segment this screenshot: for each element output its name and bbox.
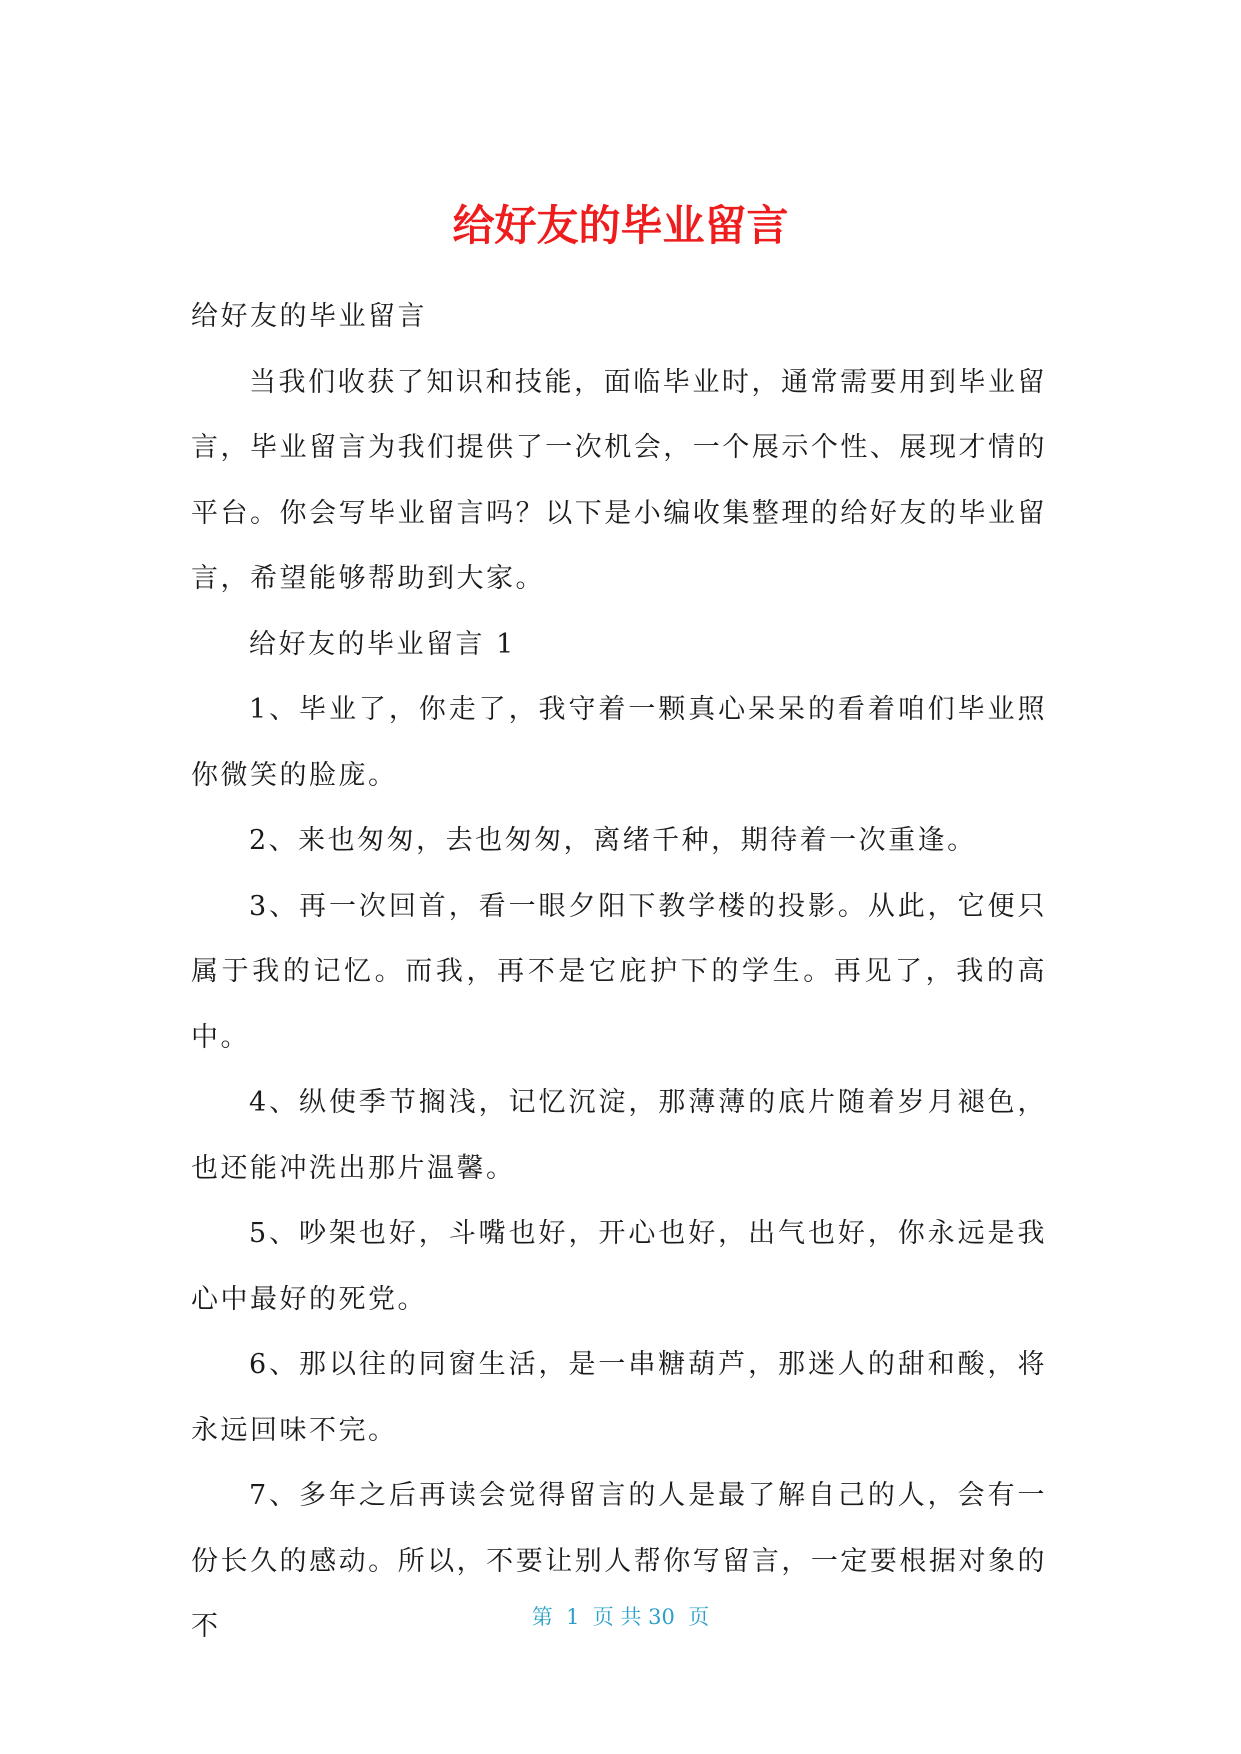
list-item: 2、来也匆匆，去也匆匆，离绪千种，期待着一次重逢。	[249, 825, 977, 856]
list-item: 4、纵使季节搁浅，记忆沉淀，那薄薄的底片随着岁月褪色，也还能冲洗出那片温馨。	[191, 1087, 1047, 1184]
paragraph: 给好友的毕业留言	[191, 301, 427, 332]
list-item: 5、吵架也好，斗嘴也好，开心也好，出气也好，你永远是我心中最好的死党。	[191, 1218, 1047, 1315]
list-item: 7、多年之后再读会觉得留言的人是最了解自己的人，会有一份长久的感动。所以，不要让别人帮你写留言，一定要根据对象的不	[191, 1480, 1047, 1642]
list-item: 6、那以往的同窗生活，是一串糖葫芦，那迷人的甜和酸，将永远回味不完。	[191, 1349, 1047, 1446]
paragraph: 当我们收获了知识和技能，面临毕业时，通常需要用到毕业留言，毕业留言为我们提供了一次机会，一个展示个性、展现才情的平台。你会写毕业留言吗？以下是小编收集整理的给好友的毕业留言，希望能够帮助到大家。	[191, 366, 1047, 594]
document-title: 给好友的毕业留言	[452, 201, 789, 250]
list-item: 1、毕业了，你走了，我守着一颗真心呆呆的看着咱们毕业照你微笑的脸庞。	[191, 694, 1047, 791]
page-footer: 第 1 页 共 30 页	[531, 1605, 710, 1629]
section-heading: 给好友的毕业留言 1	[249, 628, 516, 660]
list-item: 3、再一次回首，看一眼夕阳下教学楼的投影。从此，它便只属于我的记忆。而我，再不是它庇护下的学生。再见了，我的高中。	[191, 890, 1047, 1053]
document-body	[191, 284, 1047, 1660]
